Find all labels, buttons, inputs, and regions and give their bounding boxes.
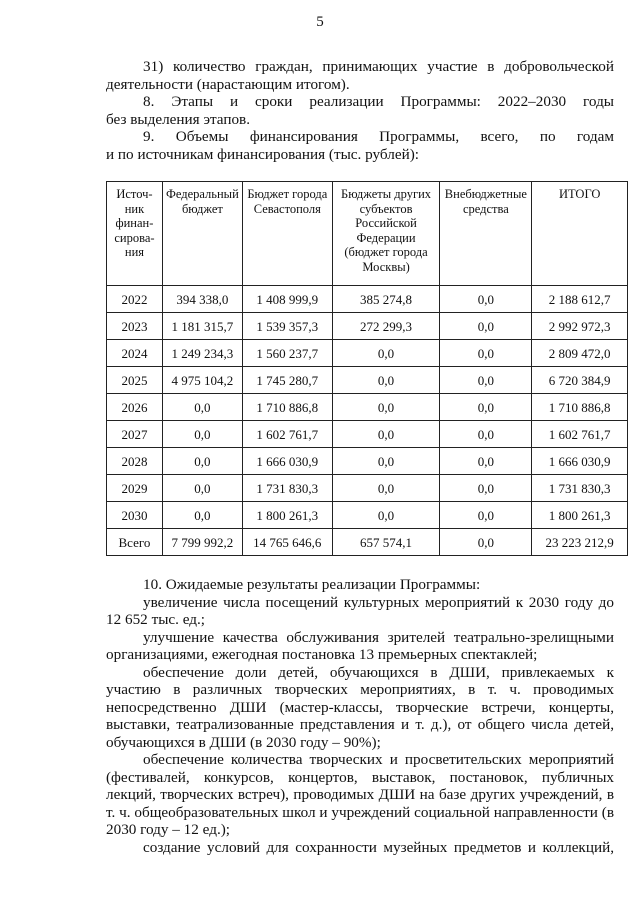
paragraph-stages-line1: 8. Этапы и сроки реализации Программы: 2022–2030 годы xyxy=(143,93,614,110)
table-cell: 0,0 xyxy=(440,286,532,313)
result-item: увеличение числа посещений культурных мероприятий к 2030 году до 12 652 тыс. ед.; xyxy=(106,593,614,628)
table-cell: 0,0 xyxy=(440,394,532,421)
table-cell: 0,0 xyxy=(440,340,532,367)
table-cell: 7 799 992,2 xyxy=(162,529,242,556)
table-cell: 272 299,3 xyxy=(332,313,440,340)
row-year-cell: 2026 xyxy=(107,394,163,421)
table-cell: 0,0 xyxy=(440,502,532,529)
table-cell: 0,0 xyxy=(332,340,440,367)
table-cell: 0,0 xyxy=(440,529,532,556)
funding-table xyxy=(106,181,628,556)
header-source: Источ-ник финан-сирова-ния xyxy=(107,182,163,286)
table-cell: 657 574,1 xyxy=(332,529,440,556)
paragraph-funding-line1: 9. Объемы финансирования Программы, всего, по годам xyxy=(143,128,614,145)
row-year-cell: 2029 xyxy=(107,475,163,502)
row-year-cell: 2027 xyxy=(107,421,163,448)
table-cell: 0,0 xyxy=(440,367,532,394)
page-number: 5 xyxy=(316,14,324,30)
table-cell: 1 249 234,3 xyxy=(162,340,242,367)
table-header-row xyxy=(107,182,628,286)
table-cell: 0,0 xyxy=(332,475,440,502)
paragraph-funding-line2: и по источникам финансирования (тыс. рублей): xyxy=(106,145,420,163)
table-row xyxy=(107,475,628,502)
results-section xyxy=(106,576,614,856)
table-cell: 0,0 xyxy=(440,448,532,475)
table-row xyxy=(107,367,628,394)
table-cell: 0,0 xyxy=(162,421,242,448)
table-cell: 1 560 237,7 xyxy=(242,340,332,367)
table-cell: 14 765 646,6 xyxy=(242,529,332,556)
table-cell: 385 274,8 xyxy=(332,286,440,313)
table-row xyxy=(107,502,628,529)
table-cell: 0,0 xyxy=(332,502,440,529)
table-cell: 6 720 384,9 xyxy=(532,367,628,394)
table-cell: 1 181 315,7 xyxy=(162,313,242,340)
table-cell: 0,0 xyxy=(162,475,242,502)
row-year-cell: Всего xyxy=(107,529,163,556)
table-cell: 2 809 472,0 xyxy=(532,340,628,367)
table-cell: 1 710 886,8 xyxy=(242,394,332,421)
table-row xyxy=(107,421,628,448)
table-cell: 1 539 357,3 xyxy=(242,313,332,340)
table-cell: 0,0 xyxy=(440,475,532,502)
result-item: создание условий для сохранности музейных предметов и коллекций, xyxy=(143,838,614,856)
table-cell: 2 992 972,3 xyxy=(532,313,628,340)
row-year-cell: 2024 xyxy=(107,340,163,367)
table-cell: 1 731 830,3 xyxy=(532,475,628,502)
table-row xyxy=(107,529,628,556)
header-extrabudget: Внебюджетные средства xyxy=(440,182,532,286)
document-body xyxy=(106,58,614,856)
table-cell: 1 710 886,8 xyxy=(532,394,628,421)
header-other-subjects: Бюджеты других субъектов Российской Федерации (бюджет города Москвы) xyxy=(332,182,440,286)
table-cell: 0,0 xyxy=(332,448,440,475)
result-item: обеспечение количества творческих и просветительских мероприятий (фестивалей, конкурсов, концертов, выставок, постановок, публичных лекций, творческих встреч), проводимых ДШИ на базе других учреждений, в т. ч. общеобразовательных школ и учреждений социальной направленности (в 2030 году – 12 ед.); xyxy=(106,751,614,838)
table-cell: 1 666 030,9 xyxy=(532,448,628,475)
table-row xyxy=(107,448,628,475)
table-body xyxy=(107,286,628,556)
table-cell: 1 602 761,7 xyxy=(242,421,332,448)
header-federal: Федеральный бюджет xyxy=(162,182,242,286)
row-year-cell: 2028 xyxy=(107,448,163,475)
table-cell: 0,0 xyxy=(440,313,532,340)
table-cell: 0,0 xyxy=(162,394,242,421)
results-heading: 10. Ожидаемые результаты реализации Программы: xyxy=(143,576,481,593)
row-year-cell: 2023 xyxy=(107,313,163,340)
table-cell: 1 731 830,3 xyxy=(242,475,332,502)
table-row xyxy=(107,394,628,421)
table-row xyxy=(107,340,628,367)
table-cell: 0,0 xyxy=(440,421,532,448)
table-cell: 0,0 xyxy=(332,421,440,448)
header-sevastopol: Бюджет города Севастополя xyxy=(242,182,332,286)
table-cell: 1 666 030,9 xyxy=(242,448,332,475)
table-cell: 0,0 xyxy=(162,448,242,475)
table-cell: 1 602 761,7 xyxy=(532,421,628,448)
table-cell: 2 188 612,7 xyxy=(532,286,628,313)
row-year-cell: 2030 xyxy=(107,502,163,529)
table-cell: 4 975 104,2 xyxy=(162,367,242,394)
paragraph-31-line2: деятельности (нарастающим итогом). xyxy=(106,75,350,93)
table-cell: 0,0 xyxy=(162,502,242,529)
paragraph-31-line1: 31) количество граждан, принимающих участие в добровольческой xyxy=(143,58,614,75)
table-row xyxy=(107,313,628,340)
table-cell: 1 800 261,3 xyxy=(532,502,628,529)
header-total: ИТОГО xyxy=(532,182,628,286)
result-item: улучшение качества обслуживания зрителей театрально-зрелищными организациями, ежегодная постановка 13 премьерных спектаклей; xyxy=(106,628,614,663)
result-item: обеспечение доли детей, обучающихся в ДШИ, привлекаемых к участию в различных творческих мероприятиях, в т. ч. проводимых непосредственно ДШИ (мастер-классы, творческие встречи, концерты, выставки, театрализованные представления и т. д.), от общего числа детей, обучающихся в ДШИ (в 2030 году – 90%); xyxy=(106,663,614,751)
table-cell: 0,0 xyxy=(332,367,440,394)
table-cell: 394 338,0 xyxy=(162,286,242,313)
paragraph-stages-line2: без выделения этапов. xyxy=(106,110,251,128)
table-cell: 1 745 280,7 xyxy=(242,367,332,394)
row-year-cell: 2022 xyxy=(107,286,163,313)
table-cell: 23 223 212,9 xyxy=(532,529,628,556)
row-year-cell: 2025 xyxy=(107,367,163,394)
table-cell: 1 408 999,9 xyxy=(242,286,332,313)
table-cell: 0,0 xyxy=(332,394,440,421)
table-cell: 1 800 261,3 xyxy=(242,502,332,529)
table-row xyxy=(107,286,628,313)
